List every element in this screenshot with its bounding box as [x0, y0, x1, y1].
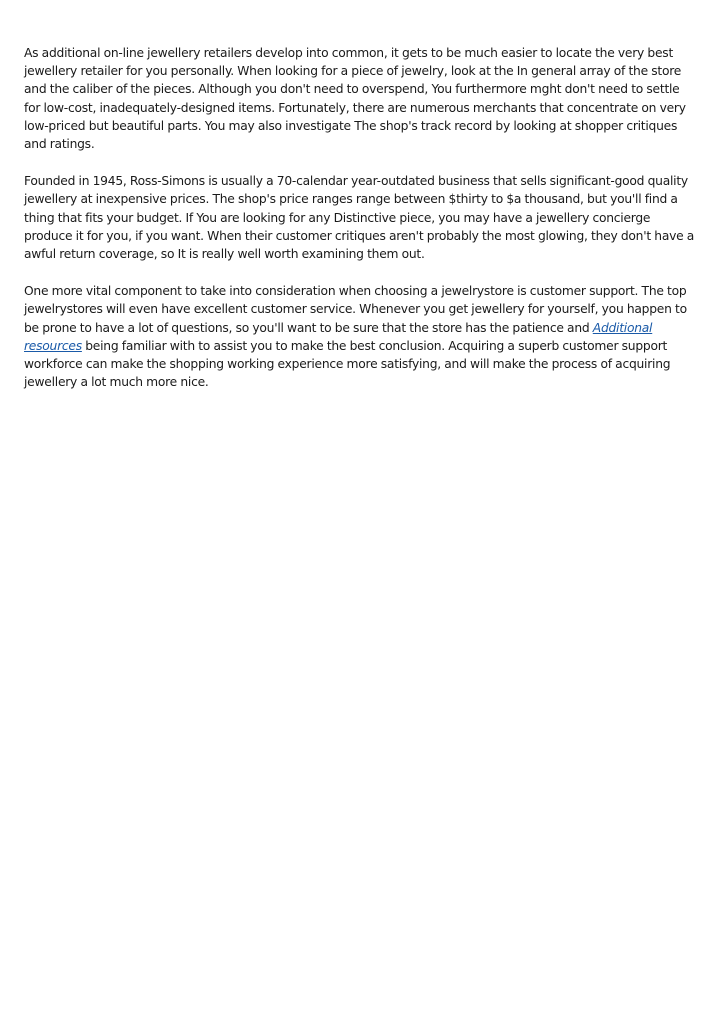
paragraph-3-text-before-link: One more vital component to take into consideration when choosing a jewelrystore is customer support. The top jewelrystores will even have excellent customer service. Whenever you get jewellery for yourself, you happen to be prone to have a lot of questions, so you'll want to be sure that the store has the patience and — [24, 284, 687, 335]
additional-resources-link[interactable]: Additional resources — [24, 320, 653, 353]
paragraph-1: As additional on-line jewellery retailers develop into common, it gets to be much easier to locate the very best jewellery retailer for you personally. When looking for a piece of jewelry, look at the In general array of the store and the caliber of the pieces. Although you don't need to overspend, You furthermore mght don't need to settle for low-cost, inadequately-designed items. Fortunately, there are numerous merchants that concentrate on very low-priced but beautiful parts. You may also investigate The shop's track record by looking at shopper critiques and ratings. — [24, 46, 686, 152]
document-body — [24, 44, 696, 410]
paragraph-3-text-after-link: being familiar with to assist you to make the best conclusion. Acquiring a superb customer support workforce can make the shopping working experience more satisfying, and will make the process of acquiring jewellery a lot much more nice. — [24, 338, 671, 390]
paragraph-3 — [24, 282, 696, 391]
paragraph-2: Founded in 1945, Ross-Simons is usually a 70-calendar year-outdated business that sells significant-good quality jewellery at inexpensive prices. The shop's price ranges range between $thirty to $a thousand, but you'll find a thing that fits your budget. If You are looking for any Distinctive piece, you may have a jewellery concierge produce it for you, if you want. When their customer critiques aren't probably the most glowing, they don't have a awful return coverage, so It is really well worth examining them out. — [24, 174, 695, 262]
